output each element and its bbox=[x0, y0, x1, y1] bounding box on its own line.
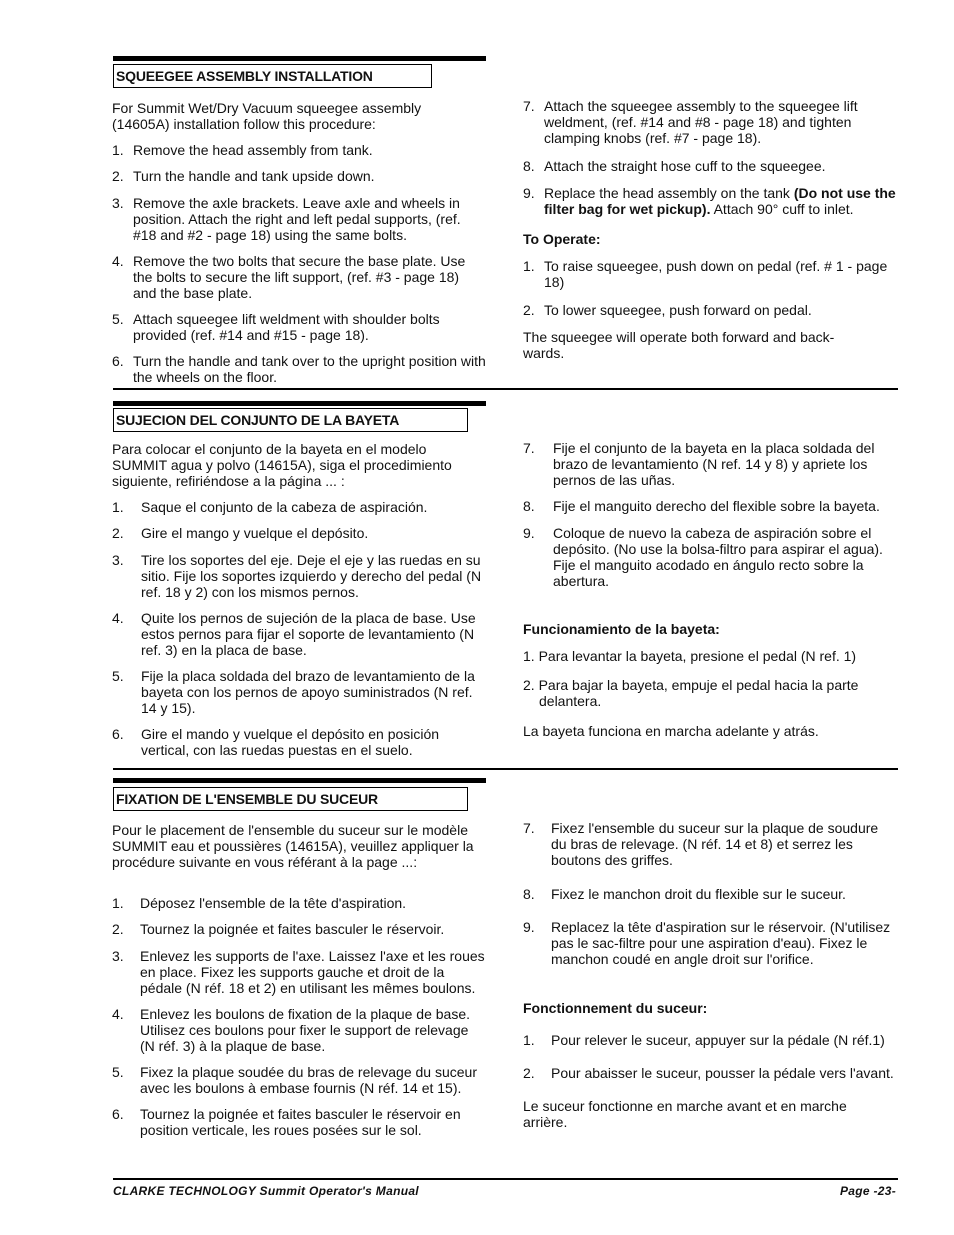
section-top-rule bbox=[113, 56, 486, 61]
list-item: 1. Déposez l'ensemble de la tête d'aspiration. bbox=[112, 895, 407, 911]
steps-left-es bbox=[112, 499, 482, 758]
list-item: 3. Enlevez les supports de l'axe. Laissez l'axe et les roues en place. Fixez les supports gauche et droit de la pédale (N réf. 18 et 2) en utilisant les mêmes boulons. bbox=[112, 948, 485, 996]
list-item: 1. To raise squeegee, push down on pedal (ref. # 1 - page 18) bbox=[523, 258, 888, 290]
list-item: 2. Tournez la poignée et faites basculer le réservoir. bbox=[112, 921, 445, 937]
section-divider bbox=[113, 388, 898, 390]
intro-es bbox=[112, 441, 484, 489]
operate-note: The squeegee will operate both forward and back- wards. bbox=[523, 329, 835, 361]
intro-text: Para colocar el conjunto de la bayeta en el modelo SUMMIT agua y polvo (14615A), siga el procedimiento siguiente, refiriéndose a la página ... : bbox=[112, 441, 452, 489]
footer-rule bbox=[113, 1178, 898, 1180]
list-item: 9. Coloque de nuevo la cabeza de aspiración sobre el depósito. (No use la bolsa-filtro para aspirar el agua). Fije el manguito acodado en ángulo recto sobre la abertura. bbox=[523, 525, 883, 589]
footer-manual-title: CLARKE TECHNOLOGY Summit Operator's Manual bbox=[113, 1184, 419, 1198]
list-item: 2. Para bajar la bayeta, empuje el pedal hacia la parte delantera. bbox=[523, 677, 859, 709]
intro-text: For Summit Wet/Dry Vacuum squeegee assembly (14605A) installation follow this procedure: bbox=[112, 100, 422, 132]
list-item: 4. Remove the two bolts that secure the base plate. Use the bolts to secure the lift support, (ref. #3 - page 18) and the base plate. bbox=[112, 253, 466, 301]
list-item: 3. Tire los soportes del eje. Deje el eje y las ruedas en su sitio. Fije los soportes izquierdo y derecho del pedal (N ref. 18 y 2) con los mismos pernos. bbox=[112, 552, 482, 600]
list-item: 7. Attach the squeegee assembly to the squeegee lift weldment, (ref. #14 and #8 - page 18) and tighten clamping knobs (ref. #7 - page 18). bbox=[523, 98, 858, 146]
section-top-rule bbox=[113, 401, 486, 406]
section-divider bbox=[113, 768, 898, 770]
section-top-rule bbox=[113, 778, 486, 783]
section-heading-en: SQUEEGEE ASSEMBLY INSTALLATION bbox=[113, 64, 432, 88]
list-item: 2. To lower squeegee, push forward on pedal. bbox=[523, 302, 812, 318]
list-item: 6. Turn the handle and tank over to the upright position with the wheels on the floor. bbox=[112, 353, 486, 385]
steps-right-fr bbox=[523, 820, 897, 1130]
list-item: 8. Fije el manguito derecho del flexible sobre la bayeta. bbox=[523, 498, 880, 514]
list-item: 1. Pour relever le suceur, appuyer sur la pédale (N réf.1) bbox=[523, 1032, 885, 1048]
intro-en bbox=[112, 100, 482, 132]
list-item: 5. Fixez la plaque soudée du bras de relevage du suceur avec les boulons à embase fournis (N réf. 14 et 15). bbox=[112, 1064, 477, 1096]
list-item: 1. Remove the head assembly from tank. bbox=[112, 142, 373, 158]
list-item: 9. Replace the head assembly on the tank (Do not use the filter bag for wet pickup). Attach 90° cuff to inlet. bbox=[523, 185, 896, 217]
list-item: 7. Fixez l'ensemble du suceur sur la plaque de soudure du bras de relevage. (N réf. 14 et 8) et serrez les boutons des griffes. bbox=[523, 820, 879, 868]
steps-right-es bbox=[523, 440, 893, 739]
list-item: 1. Para levantar la bayeta, presione el pedal (N ref. 1) bbox=[523, 648, 857, 664]
list-item: 2. Turn the handle and tank upside down. bbox=[112, 168, 375, 184]
section-heading-fr: FIXATION DE L'ENSEMBLE DU SUCEUR bbox=[113, 787, 468, 811]
steps-right-en bbox=[523, 98, 899, 361]
list-item: 4. Quite los pernos de sujeción de la placa de base. Use estos pernos para fijar el soporte de levantamiento (N ref. 3) en la placa de base. bbox=[112, 610, 476, 658]
operate-note: Le suceur fonctionne en marche avant et en marche arrière. bbox=[523, 1098, 847, 1130]
operate-note: La bayeta funciona en marcha adelante y atrás. bbox=[523, 723, 819, 739]
operate-title: Fonctionnement du suceur: bbox=[523, 1000, 708, 1016]
list-item: 1. Saque el conjunto de la cabeza de aspiración. bbox=[112, 499, 428, 515]
intro-fr bbox=[112, 822, 478, 870]
list-item: 2. Pour abaisser le suceur, pousser la pédale vers l'avant. bbox=[523, 1065, 894, 1081]
footer-page-number: Page -23- bbox=[839, 1184, 896, 1198]
list-item: 3. Remove the axle brackets. Leave axle and wheels in position. Attach the right and left pedal supports, (ref. #18 and #2 - page 18) using the same bolts. bbox=[112, 195, 461, 243]
operate-title: To Operate: bbox=[523, 231, 601, 247]
list-item: 5. Fije la placa soldada del brazo de levantamiento de la bayeta con los pernos de apoyo suministrados (N ref. 14 y 15). bbox=[112, 668, 475, 716]
list-item: 7. Fije el conjunto de la bayeta en la placa soldada del brazo de levantamiento (N ref. 14 y 8) y apriete los pernos de las uñas. bbox=[523, 440, 875, 488]
list-item: 8. Attach the straight hose cuff to the squeegee. bbox=[523, 158, 826, 174]
operate-title: Funcionamiento de la bayeta: bbox=[523, 621, 720, 637]
list-item: 5. Attach squeegee lift weldment with shoulder bolts provided (ref. #14 and #15 - page 18). bbox=[112, 311, 440, 343]
list-item: 8. Fixez le manchon droit du flexible sur le suceur. bbox=[523, 886, 846, 902]
list-item: 9. Replacez la tête d'aspiration sur le réservoir. (N'utilisez pas le sac-filtre pour une aspiration d'eau). Fixez le manchon coudé en angle droit sur l'orifice. bbox=[523, 919, 891, 967]
intro-text: Pour le placement de l'ensemble du suceur sur le modèle SUMMIT eau et poussières (14615A), veuillez appliquer la procédure suivante en vous référant à la page ...: bbox=[112, 822, 474, 870]
steps-left-en bbox=[112, 142, 486, 385]
list-item: 4. Enlevez les boulons de fixation de la plaque de base. Utilisez ces boulons pour fixer le support de relevage (N réf. 3) à la plaque de base. bbox=[112, 1006, 471, 1054]
steps-left-fr bbox=[112, 895, 487, 1138]
list-item: 6. Gire el mando y vuelque el depósito en posición vertical, con las ruedas puestas en el suelo. bbox=[112, 726, 440, 758]
list-item: 6. Tournez la poignée et faites basculer le réservoir en position verticale, les roues posées sur le sol. bbox=[112, 1106, 461, 1138]
list-item: 2. Gire el mango y vuelque el depósito. bbox=[112, 525, 369, 541]
section-heading-es: SUJECION DEL CONJUNTO DE LA BAYETA bbox=[113, 408, 468, 432]
